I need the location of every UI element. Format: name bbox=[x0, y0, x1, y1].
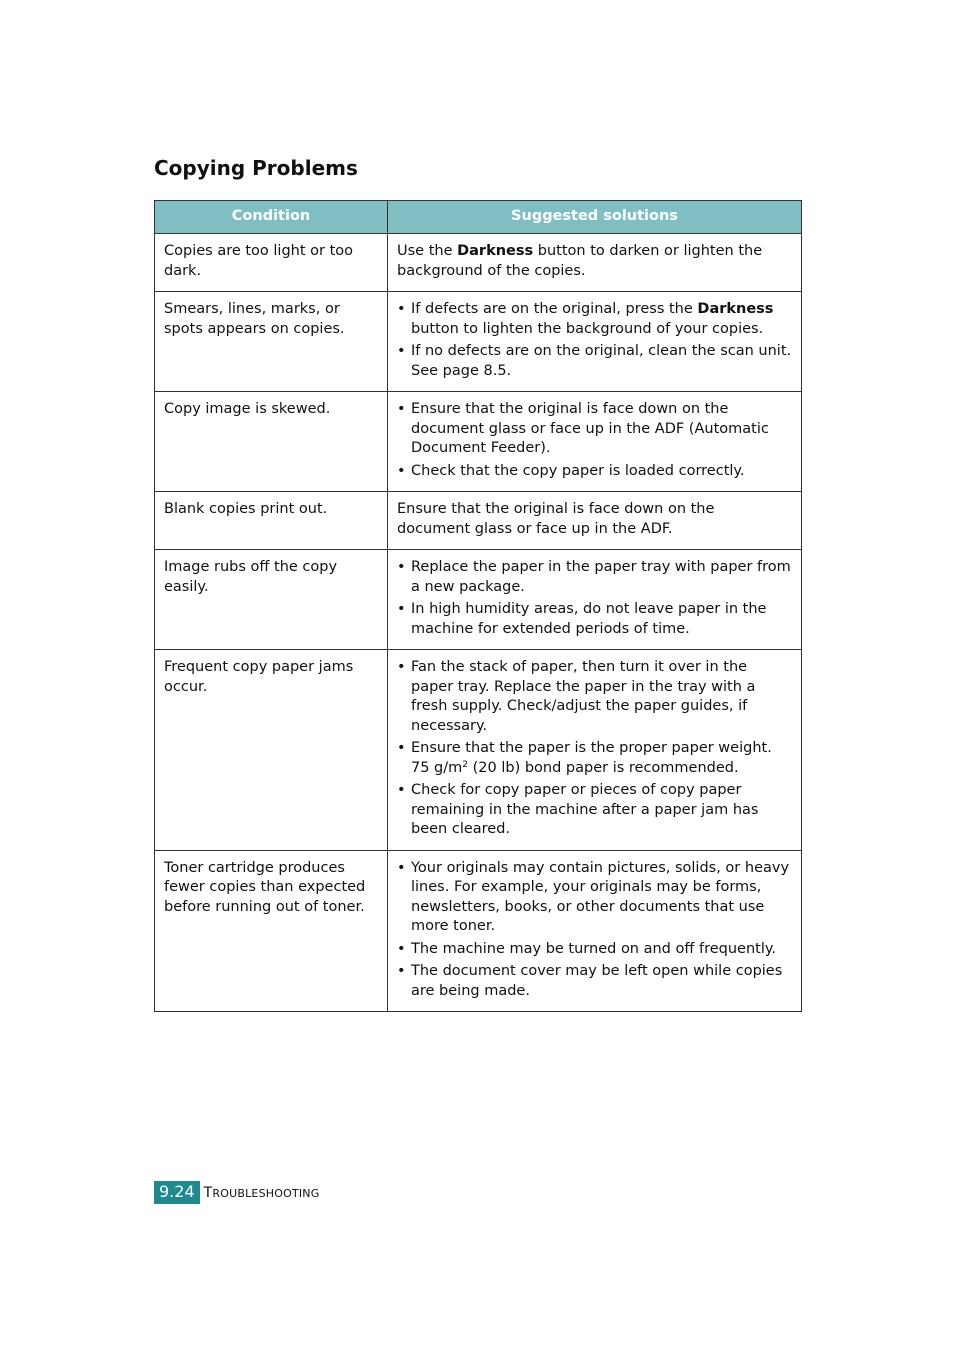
condition-cell: Image rubs off the copy easily. bbox=[155, 550, 388, 650]
solution-bullet: • Check that the copy paper is loaded correctly. bbox=[397, 462, 792, 482]
condition-cell: Blank copies print out. bbox=[155, 492, 388, 550]
solution-bullet: • Fan the stack of paper, then turn it over in the paper tray. Replace the paper in the tray with a fresh supply. Check/adjust the paper guides, if necessary. bbox=[397, 658, 792, 736]
solution-bullet: • In high humidity areas, do not leave paper in the machine for extended periods of time. bbox=[397, 600, 792, 639]
copying-problems-table bbox=[154, 200, 802, 1012]
condition-cell: Smears, lines, marks, or spots appears on copies. bbox=[155, 292, 388, 392]
solution-bullet: • If no defects are on the original, clean the scan unit. See page 8.5. bbox=[397, 342, 792, 381]
page-title: Copying Problems bbox=[154, 156, 358, 180]
solution-bullet: • The machine may be turned on and off frequently. bbox=[397, 940, 792, 960]
solution-bullet: • Check for copy paper or pieces of copy paper remaining in the machine after a paper jam has been cleared. bbox=[397, 781, 792, 840]
solution-cell bbox=[388, 392, 802, 492]
solutions-header: Suggested solutions bbox=[388, 201, 802, 234]
solution-bullet: • Your originals may contain pictures, solids, or heavy lines. For example, your originals may be forms, newsletters, books, or other documents that use more toner. bbox=[397, 859, 792, 937]
solution-cell bbox=[388, 292, 802, 392]
table-row bbox=[155, 292, 802, 392]
condition-cell: Copies are too light or too dark. bbox=[155, 234, 388, 292]
solution-cell: Use the Darkness button to darken or lighten the background of the copies. bbox=[388, 234, 802, 292]
table-row bbox=[155, 650, 802, 851]
condition-cell: Toner cartridge produces fewer copies than expected before running out of toner. bbox=[155, 850, 388, 1012]
solution-cell: Ensure that the original is face down on the document glass or face up in the ADF. bbox=[388, 492, 802, 550]
condition-header: Condition bbox=[155, 201, 388, 234]
condition-cell: Copy image is skewed. bbox=[155, 392, 388, 492]
condition-cell: Frequent copy paper jams occur. bbox=[155, 650, 388, 851]
page-footer bbox=[154, 1181, 319, 1204]
table-row bbox=[155, 234, 802, 292]
section-name: TROUBLESHOOTING bbox=[203, 1184, 320, 1201]
solution-bullet: • Ensure that the original is face down on the document glass or face up in the ADF (Automatic Document Feeder). bbox=[397, 400, 792, 459]
table-header-row bbox=[155, 201, 802, 234]
solution-cell bbox=[388, 850, 802, 1012]
solution-bullet: • Ensure that the paper is the proper paper weight. 75 $g/m^2$ (20 lb) bond paper is recommended. bbox=[397, 739, 792, 778]
solution-cell bbox=[388, 650, 802, 851]
table-row bbox=[155, 850, 802, 1012]
solution-bullet: • Replace the paper in the paper tray with paper from a new package. bbox=[397, 558, 792, 597]
table-row bbox=[155, 492, 802, 550]
table-row bbox=[155, 550, 802, 650]
page-number: 9.24 bbox=[154, 1181, 200, 1204]
solution-cell bbox=[388, 550, 802, 650]
solution-bullet: • The document cover may be left open while copies are being made. bbox=[397, 962, 792, 1001]
solution-bullet: • If defects are on the original, press the Darkness button to lighten the background of your copies. bbox=[397, 300, 792, 339]
table-row bbox=[155, 392, 802, 492]
